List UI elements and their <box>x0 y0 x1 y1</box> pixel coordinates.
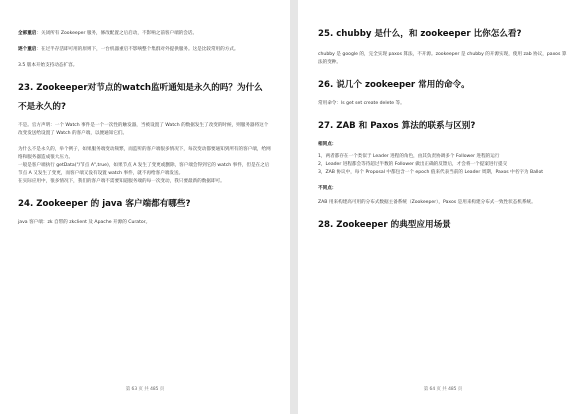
bold-term: 逐个重启 <box>18 47 37 52</box>
page-footer-right: 第 64 页 共 485 页 <box>423 387 463 392</box>
paragraph-practical: 在实际应用中，很多情况下，我们的客户端不需要知道服务端的每一次变动，我只要最新的数据即可。 <box>18 179 225 184</box>
document-page-left <box>0 0 290 414</box>
paragraph-commands: 常用命令：ls get set create delete 等。 <box>318 101 405 106</box>
paragraph-difference: ZAB 用来构建高可用的分布式数据主备系统（Zookeeper），Paxos 是用来构建分布式一致性状态机系统。 <box>318 200 536 205</box>
paragraph-java-clients: java 客户端：zk 自带的 zkclient 及 Apache 开源的 Curator。 <box>18 220 151 225</box>
paragraph-similarity-3: 3，ZAB 协议中，每个 Proposal 中都包含一个 epoch 值来代表当前的 Leader 周期，Paxos 中名字为 Ballot <box>318 170 544 175</box>
paragraph-full-restart: 全部重启：关闭所有 Zookeeper 服务，修改配置之后启动，不影响之前客户端的会话。 <box>18 31 198 36</box>
heading-23-line2: 不是永久的? <box>18 102 66 112</box>
paragraph-rolling-restart: 逐个重启：在过半存活即可用的原则下，一台机器重启不影响整个集群对外提供服务。这是比较常用的方式。 <box>18 47 239 52</box>
heading-28: 28. Zookeeper 的典型应用场景 <box>318 220 451 230</box>
document-page-right <box>298 0 588 414</box>
paragraph-similarity-2: 2，Leader 进程都会等待超过半数的 Follower 做出正确的反馈后，才会将一个提案进行提交 <box>318 162 508 167</box>
heading-27: 27. ZAB 和 Paxos 算法的联系与区别? <box>318 121 476 131</box>
paragraph-version-note: 3.5 版本开始支持动态扩容。 <box>18 63 78 68</box>
page-gutter <box>290 0 298 414</box>
heading-23-line1: 23. Zookeeper对节点的watch监听通知是永久的吗？为什么 <box>18 83 263 93</box>
heading-25: 25. chubby 是什么，和 zookeeper 比你怎么看? <box>318 29 522 39</box>
paragraph-why-not-permanent: 为什么不是永久的，举个例子，如果服务端变动频繁，而监听的客户端很多情况下，每次变动都要通知到所有的客户端，给网络和服务器造成很大压力。 <box>18 147 271 160</box>
paragraph-watch-official: 不是。官方声明：一个 Watch 事件是一个一次性的触发器，当被设置了 Watch 的数据发生了改变的时候，则服务器将这个改变发送给设置了 Watch 的客户端，以便通知它们。 <box>18 123 269 136</box>
bold-term: 全部重启 <box>18 31 37 36</box>
label-differences: 不同点： <box>318 186 337 191</box>
paragraph-chubby: chubby 是 google 的，完全实现 paxos 算法，不开源。zookeeper 是 chubby 的开源实现，使用 zab 协议，paxos 算法的变种。 <box>318 52 567 65</box>
page-footer-left: 第 63 页 共 485 页 <box>125 387 165 392</box>
heading-26: 26. 说几个 zookeeper 常用的命令。 <box>318 80 470 90</box>
paragraph-similarity-1: 1，两者都存在一个类似于 Leader 进程的角色，由其负责协调多个 Follower 进程的运行 <box>318 154 500 159</box>
label-similarities: 相同点： <box>318 142 337 147</box>
heading-24: 24. Zookeeper 的 java 客户端都有哪些? <box>18 199 191 209</box>
paragraph-getdata-example: 一般是客户端执行 getData("/节点 A",true)，如果节点 A 发生了变更或删除，客户端会得到它的 watch 事件，但是在之后节点 A 又发生了变更，而客户端又没有设置 watch 事件，就不再给客户端发送。 <box>18 163 270 176</box>
